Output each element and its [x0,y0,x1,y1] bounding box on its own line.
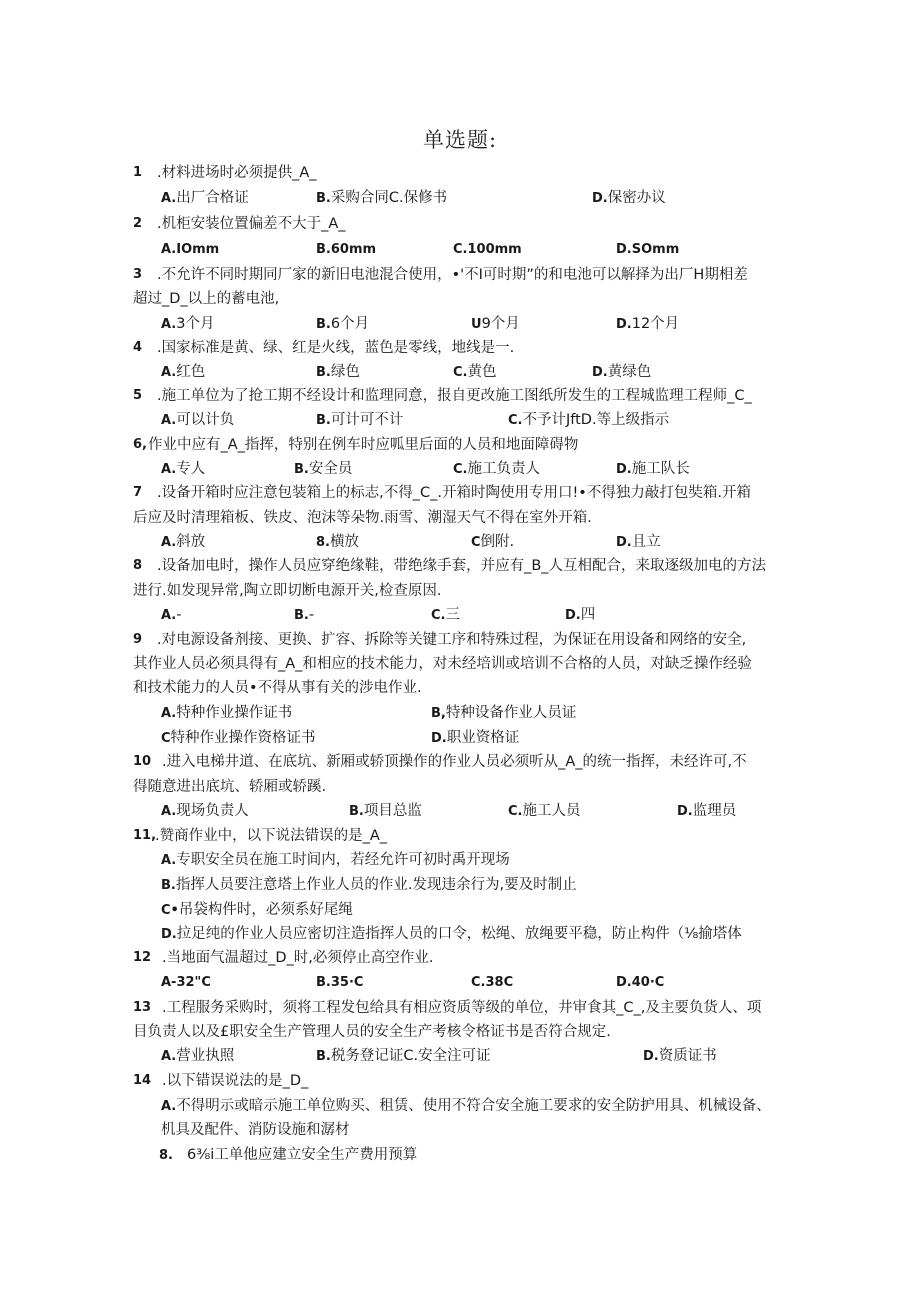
option: D.拉足纯的作业人员应密切注造指挥人员的口令，松绳、放绳要平稳，防止构件（⅛揄塔体 [161,926,742,942]
question-number: 11, [133,828,157,843]
option: D.40·C [616,975,665,990]
option: D.保密办议 [592,190,666,206]
option: D.资质证书 [643,1048,717,1064]
option: B.安全员 [294,461,353,477]
question-number: 6, [133,437,147,452]
option: B.绿色 [316,364,360,380]
option: C倒附. [471,534,515,550]
option: A.- [161,607,182,623]
option: B.税务登记证C.安全注可证 [316,1048,491,1064]
option: 8.横放 [316,534,359,550]
option: C特种作业操作资格证书 [161,730,316,746]
question-number: 7 [133,485,143,500]
question-text-cont: 超过_D_以上的蓄电池, [133,291,280,307]
option: D.四 [565,607,596,623]
option: B.指挥人员要注意塔上作业人员的作业.发现违余行为,要及时制止 [161,877,577,893]
option: B.60mm [316,242,377,257]
option: B.项目总监 [349,803,422,819]
question-text: .施工单位为了抢工期不经设计和监理同意，报自更改施工图纸所发生的工程城监理工程师_C_ [157,388,752,404]
question-text: 作业中应有_A_指挥，特别在例车时应呱里后面的人员和地面障碍物 [148,437,579,453]
option: A-32"C [161,975,211,990]
option: C.38C [471,975,514,990]
question-number: 5 [133,388,143,403]
option: A.3个月 [161,316,215,332]
question-number: 4 [133,340,143,355]
option: B.6个月 [316,316,370,332]
option: A.专人 [161,461,206,477]
option: C•吊袋构件时，必须系好尾绳 [161,902,353,918]
question-number: 13 [133,1000,152,1015]
question-text: .设备开箱时应注意包装箱上的标志,不得_C_.开箱时陶使用专用口!•不得独力敲打包奘箱.开箱 [157,485,751,501]
option: A.现场负责人 [161,803,249,819]
option: D.12个月 [616,316,680,332]
option-cont: 机具及配件、消防设施和潺材 [161,1122,350,1138]
question-text: .以下错误说法的是_D_ [162,1073,309,1089]
question-text: .不允许不同时期同厂家的新旧电池混合使用，•'不I可时期”的和电池可以解择为出厂H期相差 [157,267,748,283]
question-text: .材料进场时必须提供_A_ [157,165,317,181]
option: A.可以计负 [161,412,235,428]
question-text: .对电源设备剂接、更换、扩容、拆除等关键工序和特殊过程，为保证在用设备和网络的安全, [157,632,747,648]
question-number: 10 [133,754,152,769]
question-number: 9 [133,632,143,647]
question-text: .赞商作业中，以下说法错误的是_A_ [155,828,388,844]
question-text-cont: 后应及时清理箱板、铁皮、泡沫等朵物.雨雪、潮湿天气不得在室外开箱. [133,510,592,526]
option: A.斜放 [161,534,206,550]
option: B.可计可不计 [316,412,404,428]
question-text: .机柜安装位置偏差不大于_A_ [157,216,346,232]
question-text-cont: 进行.如发现异常,陶立即切断电源开关,检查原因. [133,583,442,599]
question-text-cont: 和技术能力的人员•不得从事有关的涉电作业. [133,680,422,696]
question-number: 3 [133,267,143,282]
option: 8. 6⅜i工单他应建立安全生产费用预算 [159,1147,418,1163]
option: D.监理员 [677,803,737,819]
question-text: .设备加电时，操作人员应穿绝缘鞋，带绝缘手套，并应有_B_人互相配合，来取逐级加电的方法 [157,558,767,574]
question-text-cont: 目负责人以及£职安全生产管理人员的安全生产考核令格证书是否符合规定. [133,1024,611,1040]
option: B,特种设备作业人员证 [431,705,577,721]
option: A.特种作业操作证书 [161,705,293,721]
option: B.采购合同C.保修书 [316,190,448,206]
question-text: .国家标准是黄、绿、红是火线，蓝色是零线，地线是一. [157,340,515,356]
option: D.施工队长 [616,461,690,477]
option: C.黄色 [453,364,497,380]
option: D.黄绿色 [592,364,652,380]
question-text: .当地面气温超过_D_时,必须停止高空作业. [162,950,434,966]
option: A.IOmm [161,242,220,257]
question-number: 14 [133,1073,152,1088]
option: A.专职安全员在施工时间内，若经允许可初时禹开现场 [161,852,510,868]
option: C.施工负责人 [453,461,540,477]
option: D.职业资格证 [431,730,520,746]
question-text: .工程服务采购时，须将工程发包给具有相应资质等级的单位，井审食其_C_,及主要负货人、项 [162,1000,762,1016]
option: B.- [294,607,315,623]
option: A.不得明示或暗示施工单位购买、租赁、使用不符合安全施工要求的安全防护用具、机械设备、 [161,1098,771,1114]
option: B.35·C [316,975,364,990]
option: D.SOmm [616,242,680,257]
question-number: 1 [133,165,143,180]
question-text-cont: 得随意进出底坑、轿厢或轿蹊. [133,779,327,795]
option: C.三 [431,607,460,623]
option: A.出厂合格证 [161,190,249,206]
option: D.且立 [616,534,661,550]
question-number: 2 [133,216,143,231]
option: C.施工人员 [508,803,581,819]
option: A.营业执照 [161,1048,235,1064]
question-number: 8 [133,558,143,573]
question-number: 12 [133,950,152,965]
option: C.不予计JftD.等上级指示 [508,412,670,428]
option: U9个月 [471,316,520,332]
page-title: 单选题: [422,128,498,152]
question-text-cont: 其作业人员必须具得有_A_和相应的技术能力，对未经培训或培训不合格的人员，对缺乏操作经验 [133,656,752,672]
question-text: .进入电梯井道、在底坑、新厢或轿顶操作的作业人员必须听从_A_的统一指挥，未经许可,不 [162,754,747,770]
option: A.红色 [161,364,206,380]
option: C.100mm [453,242,522,257]
